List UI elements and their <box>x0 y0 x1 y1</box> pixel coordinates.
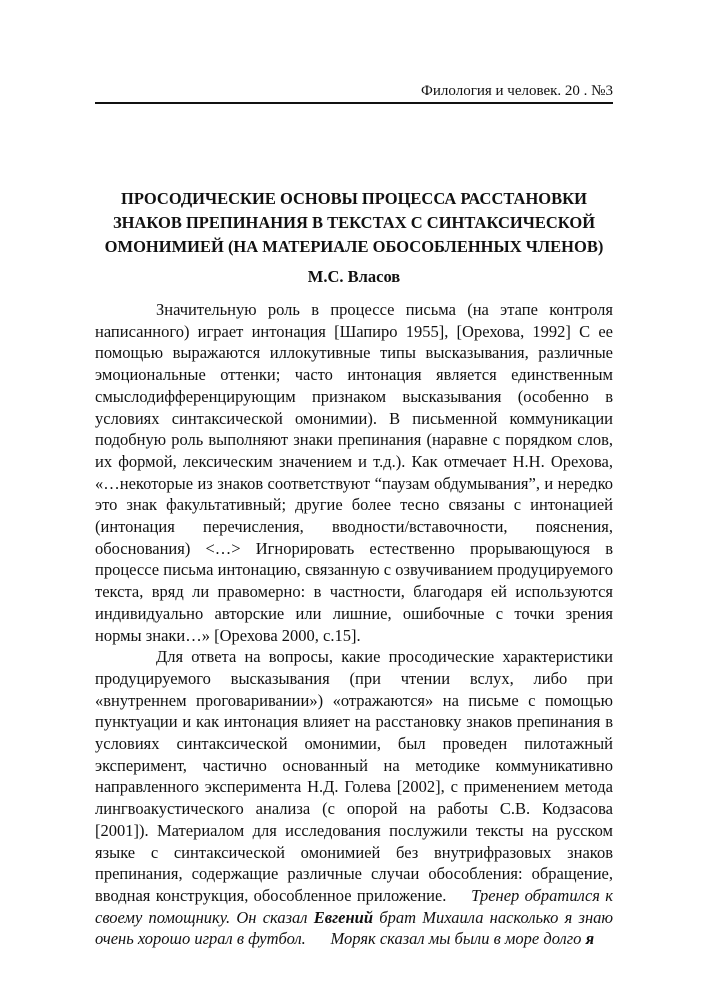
article-body <box>95 299 613 950</box>
header-rule <box>95 102 613 104</box>
example-1-highlight: Евгений <box>313 907 374 927</box>
example-2-highlight: я <box>585 929 595 949</box>
paragraph-2 <box>95 646 613 950</box>
author-name: М.С. Власов <box>307 267 401 286</box>
article-title: ПРОСОДИЧЕСКИЕ ОСНОВЫ ПРОЦЕССА РАССТАНОВКИ ЗНАКОВ ПРЕПИНАНИЯ В ТЕКСТАХ С СИНТАКСИЧЕСКОЙ ОМОНИМИЕЙ (НА МАТЕРИАЛЕ ОБОСОБЛЕННЫХ ЧЛЕНОВ) <box>104 189 604 256</box>
example-1-part-2: брат Михаила насколько я знаю очень хорошо играл в футбол. <box>95 907 614 949</box>
example-1-part-1: Тренер обратился к своему помощнику. Он сказал <box>95 885 613 927</box>
running-head: Филология и человек. 20 . №3 <box>421 83 613 99</box>
paragraph-1: Значительную роль в процессе письма (на этапе контроля написанного) играет интонация [Шапиро 1955], [Орехова, 1992] С ее помощью выражаются иллокутивные типы высказывания, различные эмоциональные оттенки; часто интонация является единственным смыслодифференцирующим признаком высказывания (особенно в условиях синтаксической омонимии). В письменной коммуникации подобную роль выполняют знаки препинания (наравне с порядком слов, их формой, лексическим значением и т.д.). Как отмечает Н.Н. Орехова, «…некоторые из знаков соответствуют “паузам обдумывания”, и нередко это знак факультативный; другие более тесно связаны с интонацией (интонация перечисления, вводности/вставочности, пояснения, обоснования) <…> Игнорировать естественно прорывающуюся в процессе письма интонацию, связанную с озвучиванием продуцируемого текста, вряд ли правомерно: в частности, благодаря ей используются индивидуально авторские или лишние, ошибочные с точки зрения нормы знаки…» [Орехова 2000, с.15]. <box>95 300 613 645</box>
paragraph-2-text: Для ответа на вопросы, какие просодические характеристики продуцируемого высказывания (при чтении вслух, либо при «внутреннем проговаривании») «отражаются» на письме с помощью пунктуации и как интонация влияет на расстановку знаков препинания в условиях синтаксической омонимии, был проведен пилотажный эксперимент, частично основанный на методике коммуникативно направленного эксперимента Н.Д. Голева [2002], с применением метода лингвоакустического анализа (с опорой на работы С.В. Кодзасова [2001]). Материалом для исследования послужили тексты на русском языке с синтаксической омонимией без внутрифразовых знаков препинания, содержащие различные случаи обособления: обращение, вводная конструкция, обособленное приложение. <box>95 647 613 905</box>
example-2-part-1: Моряк сказал мы были в море долго <box>330 929 582 949</box>
